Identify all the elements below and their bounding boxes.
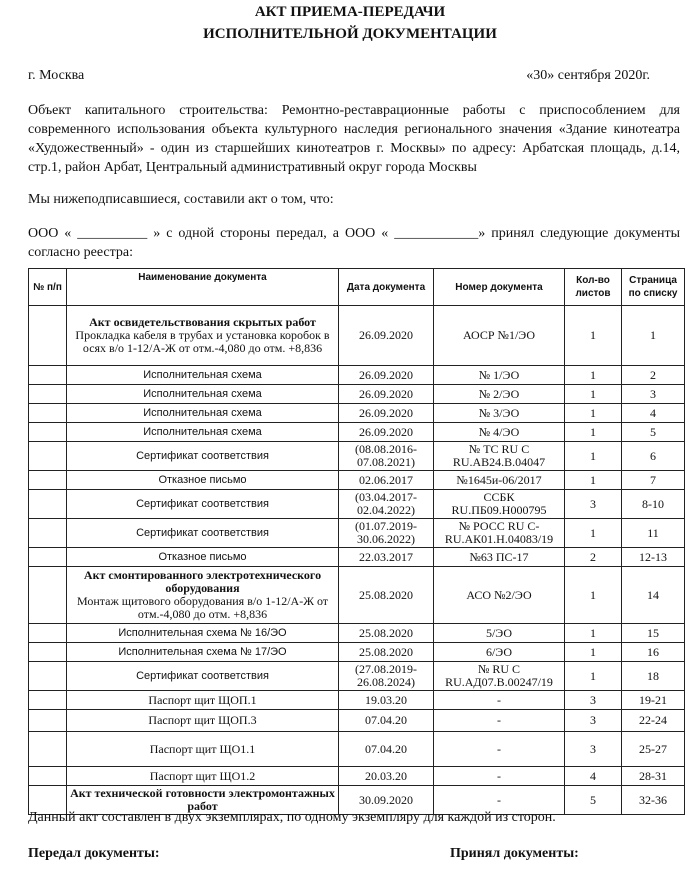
cell-sheets: 1 [565, 471, 622, 490]
cell-number: АСО №2/ЭО [434, 567, 565, 624]
cell-sheets: 1 [565, 567, 622, 624]
cell-num [29, 519, 67, 548]
table-row [29, 471, 685, 490]
cell-num [29, 423, 67, 442]
cell-page: 12-13 [622, 548, 685, 567]
table-row [29, 691, 685, 710]
cell-number: - [434, 786, 565, 815]
cell-sheets: 5 [565, 786, 622, 815]
row-title: Акт освидетельствования скрытых работ [89, 315, 316, 329]
cell-date: (03.04.2017-02.04.2022) [339, 490, 434, 519]
city: г. Москва [28, 68, 85, 83]
cell-name [67, 423, 339, 442]
parties-text: ООО « __________ » с одной стороны передал, а ООО « ____________» принял следующие документы согласно реестра: [28, 226, 680, 260]
cell-number: № 4/ЭО [434, 423, 565, 442]
table-row [29, 643, 685, 662]
cell-num [29, 404, 67, 423]
table-row [29, 662, 685, 691]
cell-date: 26.09.2020 [339, 404, 434, 423]
cell-sheets: 1 [565, 643, 622, 662]
cell-name [67, 662, 339, 691]
cell-number: № 2/ЭО [434, 385, 565, 404]
cell-num [29, 306, 67, 366]
header-sheets: Кол-во листов [565, 269, 622, 306]
table-row [29, 732, 685, 767]
cell-name [67, 490, 339, 519]
footer-text: Данный акт составлен в двух экземплярах, по одному экземпляру для каждой из сторон. [28, 810, 556, 825]
table-row [29, 548, 685, 567]
cell-num [29, 366, 67, 385]
cell-name [67, 442, 339, 471]
cell-sheets: 1 [565, 385, 622, 404]
cell-name [67, 767, 339, 786]
cell-sheets: 1 [565, 306, 622, 366]
cell-num [29, 662, 67, 691]
cell-number: № ТС RU С RU.АВ24.В.04047 [434, 442, 565, 471]
cell-number: №1645и-06/2017 [434, 471, 565, 490]
cell-name [67, 732, 339, 767]
cell-page: 5 [622, 423, 685, 442]
row-name: Сертификат соответствия [136, 669, 269, 682]
cell-name [67, 366, 339, 385]
table-row [29, 366, 685, 385]
row-name: Сертификат соответствия [136, 449, 269, 462]
document-title-line2: ИСПОЛНИТЕЛЬНОЙ ДОКУМЕНТАЦИИ [203, 26, 497, 42]
cell-page: 1 [622, 306, 685, 366]
header-page: Страница по списку [622, 269, 685, 306]
table-row [29, 404, 685, 423]
cell-sheets: 3 [565, 691, 622, 710]
cell-sheets: 1 [565, 519, 622, 548]
cell-sheets: 1 [565, 404, 622, 423]
cell-name [67, 306, 339, 366]
cell-number: № 3/ЭО [434, 404, 565, 423]
cell-date: 20.03.20 [339, 767, 434, 786]
cell-num [29, 471, 67, 490]
cell-num [29, 442, 67, 471]
row-title: Акт технической готовности электромонтажных работ [70, 786, 335, 813]
cell-page: 6 [622, 442, 685, 471]
cell-date: 02.06.2017 [339, 471, 434, 490]
cell-num [29, 548, 67, 567]
cell-num [29, 385, 67, 404]
cell-num [29, 691, 67, 710]
cell-sheets: 1 [565, 366, 622, 385]
cell-name [67, 385, 339, 404]
cell-name [67, 624, 339, 643]
table-row [29, 767, 685, 786]
cell-name [67, 710, 339, 732]
cell-page: 7 [622, 471, 685, 490]
cell-number: 5/ЭО [434, 624, 565, 643]
cell-date: 25.08.2020 [339, 643, 434, 662]
row-name: Сертификат соответствия [136, 497, 269, 510]
header-num: № п/п [29, 269, 67, 306]
cell-date: 25.08.2020 [339, 624, 434, 643]
cell-page: 28-31 [622, 767, 685, 786]
cell-date: 25.08.2020 [339, 567, 434, 624]
cell-page: 14 [622, 567, 685, 624]
table-row [29, 423, 685, 442]
cell-page: 22-24 [622, 710, 685, 732]
signature-left: Передал документы: [28, 846, 160, 861]
table-row [29, 624, 685, 643]
table-header-row [29, 269, 685, 306]
row-name: Исполнительная схема № 16/ЭО [118, 626, 287, 639]
cell-sheets: 3 [565, 732, 622, 767]
row-name: Паспорт щит ЩО1.2 [149, 768, 256, 783]
cell-date: 26.09.2020 [339, 306, 434, 366]
table-row [29, 442, 685, 471]
row-name: Исполнительная схема [143, 425, 262, 438]
cell-date: 07.04.20 [339, 710, 434, 732]
row-name: Паспорт щит ЩО1.1 [149, 741, 256, 756]
cell-date: 07.04.20 [339, 732, 434, 767]
cell-name [67, 567, 339, 624]
header-name: Наименование документа [67, 269, 339, 306]
cell-page: 3 [622, 385, 685, 404]
cell-number: - [434, 710, 565, 732]
cell-date: 19.03.20 [339, 691, 434, 710]
cell-name [67, 404, 339, 423]
row-name: Исполнительная схема № 17/ЭО [118, 645, 287, 658]
cell-sheets: 4 [565, 767, 622, 786]
cell-sheets: 1 [565, 442, 622, 471]
object-description: Объект капитального строительства: Ремонтно-реставрационные работы с приспособлением для современного использования объекта культурного наследия регионального значения «Здание кинотеатра «Художественный» - один из старшейших кинотеатров г. Москвы» по адресу: Арбатская площадь, д.14, стр.1, район Арбат, Центральный административный округ города Москвы [28, 103, 680, 175]
cell-number: АОСР №1/ЭО [434, 306, 565, 366]
table-row [29, 306, 685, 366]
row-name: Исполнительная схема [143, 406, 262, 419]
header-date: Дата документа [339, 269, 434, 306]
cell-number: № RU С RU.АД07.В.00247/19 [434, 662, 565, 691]
cell-page: 25-27 [622, 732, 685, 767]
cell-number: 6/ЭО [434, 643, 565, 662]
documents-register-table [28, 268, 685, 815]
cell-number: № 1/ЭО [434, 366, 565, 385]
cell-page: 11 [622, 519, 685, 548]
cell-date: (01.07.2019-30.06.2022) [339, 519, 434, 548]
cell-page: 18 [622, 662, 685, 691]
cell-date: (27.08.2019-26.08.2024) [339, 662, 434, 691]
cell-num [29, 732, 67, 767]
row-name: Отказное письмо [158, 473, 247, 486]
document-title-line1: АКТ ПРИЕМА-ПЕРЕДАЧИ [254, 4, 446, 20]
cell-page: 16 [622, 643, 685, 662]
row-name: Паспорт щит ЩОП.3 [148, 713, 257, 727]
cell-name [67, 471, 339, 490]
cell-sheets: 1 [565, 423, 622, 442]
cell-page: 4 [622, 404, 685, 423]
cell-date: (08.08.2016-07.08.2021) [339, 442, 434, 471]
row-name: Паспорт щит ЩОП.1 [148, 692, 257, 707]
cell-date: 26.09.2020 [339, 385, 434, 404]
cell-page: 32-36 [622, 786, 685, 815]
cell-sheets: 2 [565, 548, 622, 567]
cell-date: 30.09.2020 [339, 786, 434, 815]
cell-num [29, 624, 67, 643]
intro-text: Мы нижеподписавшиеся, составили акт о том, что: [28, 192, 334, 207]
cell-page: 15 [622, 624, 685, 643]
cell-name [67, 519, 339, 548]
cell-num [29, 490, 67, 519]
table-row [29, 710, 685, 732]
cell-name [67, 643, 339, 662]
table-row [29, 567, 685, 624]
row-name: Исполнительная схема [143, 368, 262, 381]
cell-sheets: 1 [565, 624, 622, 643]
cell-date: 26.09.2020 [339, 366, 434, 385]
signature-right: Принял документы: [450, 846, 579, 861]
cell-sheets: 1 [565, 662, 622, 691]
row-name: Отказное письмо [158, 550, 247, 563]
row-name: Исполнительная схема [143, 387, 262, 400]
document-date: «30» сентября 2020г. [526, 68, 650, 83]
cell-page: 2 [622, 366, 685, 385]
cell-number: ССБК RU.ПБ09.Н000795 [434, 490, 565, 519]
cell-sheets: 3 [565, 710, 622, 732]
table-body [29, 306, 685, 815]
cell-number: - [434, 732, 565, 767]
cell-date: 22.03.2017 [339, 548, 434, 567]
row-title: Акт смонтированного электротехнического оборудования [83, 568, 322, 595]
row-name: Сертификат соответствия [136, 526, 269, 539]
table-row [29, 519, 685, 548]
table-row [29, 385, 685, 404]
cell-sheets: 3 [565, 490, 622, 519]
cell-name [67, 548, 339, 567]
cell-number: - [434, 767, 565, 786]
cell-num [29, 767, 67, 786]
row-name: Монтаж щитового оборудования в/о 1-12/А-Ж от отм.-4,080 до отм. +8,836 [76, 594, 329, 621]
cell-page: 19-21 [622, 691, 685, 710]
cell-num [29, 567, 67, 624]
table-row [29, 490, 685, 519]
row-name: Прокладка кабеля в трубах и установка коробок в осях в/о 1-12/А-Ж от отм.-4,080 до отм. +8,836 [75, 328, 330, 355]
cell-number: № РОСС RU С-RU.АК01.Н.04083/19 [434, 519, 565, 548]
cell-num [29, 710, 67, 732]
cell-name [67, 691, 339, 710]
cell-number: - [434, 691, 565, 710]
cell-num [29, 643, 67, 662]
cell-page: 8-10 [622, 490, 685, 519]
cell-date: 26.09.2020 [339, 423, 434, 442]
cell-number: №63 ПС-17 [434, 548, 565, 567]
header-number: Номер документа [434, 269, 565, 306]
